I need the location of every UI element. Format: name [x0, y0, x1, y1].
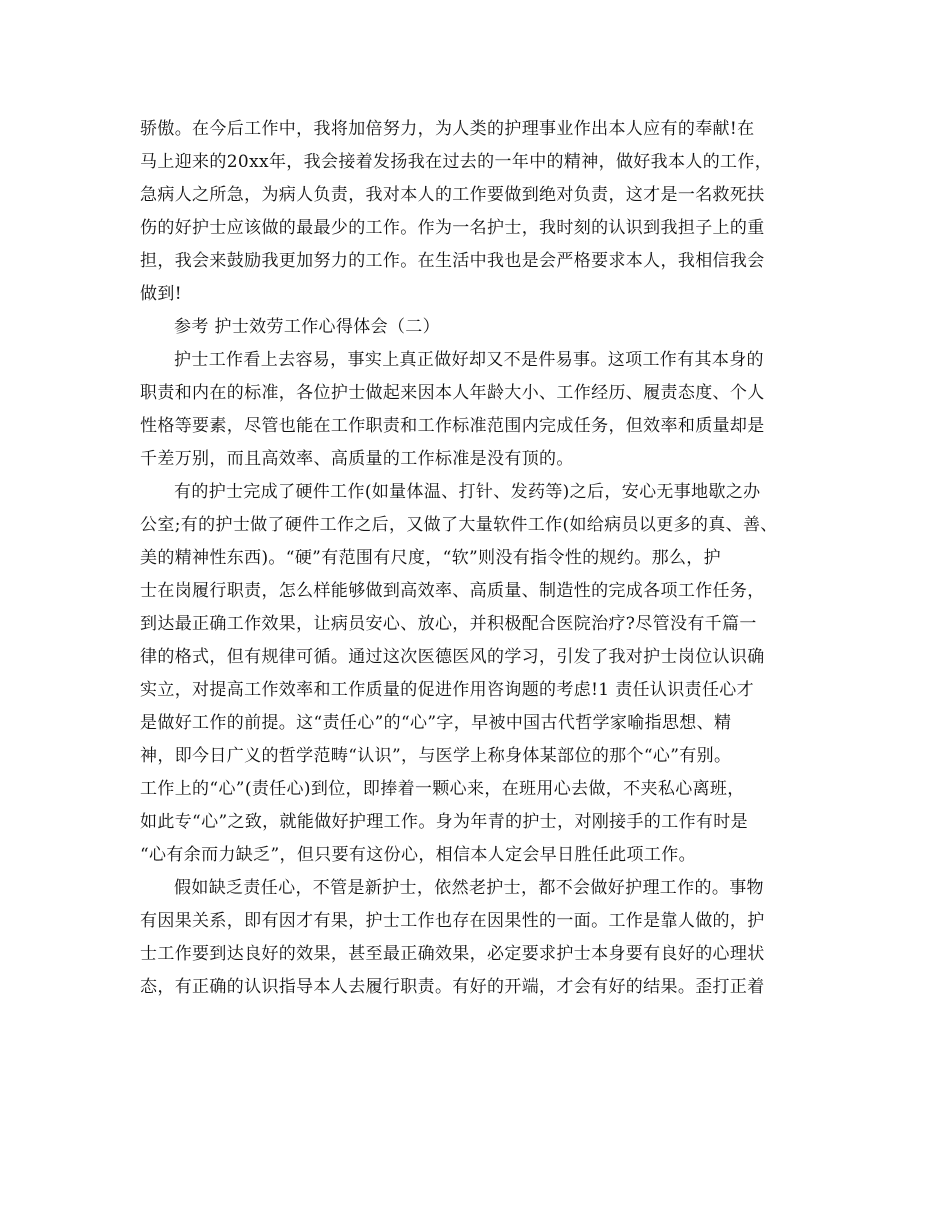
text-line: 如此专“心”之致，就能做好护理工作。身为年青的护士，对刚接手的工作有时是: [140, 812, 748, 832]
text-line: 马上迎来的20xx年，我会接着发扬我在过去的一年中的精神，做好我本人的工作，: [140, 152, 773, 172]
text-line: 态，有正确的认识指导本人去履行职责。有好的开端，才会有好的结果。歪打正着: [140, 977, 765, 997]
text-line: 到达最正确工作效果，让病员安心、放心，并积极配合医院治疗?尽管没有千篇一: [140, 614, 757, 634]
text-line: 急病人之所急，为病人负责，我对本人的工作要做到绝对负责，这才是一名救死扶: [140, 185, 765, 205]
text-line: 美的精神性东西)。“硬”有范围有尺度，“软”则没有指令性的规约。那么，护: [140, 548, 721, 568]
text-line: “心有余而力缺乏”，但只要有这份心，相信本人定会早日胜任此项工作。: [140, 845, 696, 865]
text-line: 担，我会来鼓励我更加努力的工作。在生活中我也是会严格要求本人，我相信我会: [140, 251, 765, 271]
text-line: 神，即今日广义的哲学范畴“认识”，与医学上称身体某部位的那个“心”有别。: [140, 746, 732, 766]
text-line: 实立，对提高工作效率和工作质量的促进作用咨询题的考虑!1 责任认识责任心才: [140, 680, 754, 700]
text-line: 是做好工作的前提。这“责任心”的“心”字，早被中国古代哲学家喻指思想、精: [140, 713, 732, 733]
paragraph-start: 有的护士完成了硬件工作(如量体温、打针、发药等)之后，安心无事地歇之办: [174, 482, 761, 502]
text-line: 做到!: [140, 284, 182, 304]
text-line: 伤的好护士应该做的最最少的工作。作为一名护士，我时刻的认识到我担子上的重: [140, 218, 765, 238]
text-line: 骄傲。在今后工作中，我将加倍努力，为人类的护理事业作出本人应有的奉献!在: [140, 119, 755, 139]
text-line: 有因果关系，即有因才有果，护士工作也存在因果性的一面。工作是靠人做的，护: [140, 911, 765, 931]
section-heading: 参考 护士效劳工作心得体会（二）: [174, 317, 441, 337]
paragraph-start: 假如缺乏责任心，不管是新护士，依然老护士，都不会做好护理工作的。事物: [174, 878, 764, 898]
text-line: 律的格式，但有规律可循。通过这次医德医风的学习，引发了我对护士岗位认识确: [140, 647, 765, 667]
text-line: 职责和内在的标准，各位护士做起来因本人年龄大小、工作经历、履责态度、个人: [140, 383, 765, 403]
text-line: 工作上的“心”(责任心)到位，即捧着一颗心来，在班用心去做，不夹私心离班，: [140, 779, 745, 799]
text-line: 千差万别，而且高效率、高质量的工作标准是没有顶的。: [140, 449, 574, 469]
text-line: 士工作要到达良好的效果，甚至最正确效果，必定要求护士本身要有良好的心理状: [140, 944, 765, 964]
paragraph-start: 护士工作看上去容易，事实上真正做好却又不是件易事。这项工作有其本身的: [174, 350, 764, 370]
text-line: 公室;有的护士做了硬件工作之后，又做了大量软件工作(如给病员以更多的真、善、: [140, 515, 778, 535]
text-line: 性格等要素，尽管也能在工作职责和工作标准范围内完成任务，但效率和质量却是: [140, 416, 765, 436]
document-body: [140, 113, 820, 1004]
text-line: 士在岗履行职责，怎么样能够做到高效率、高质量、制造性的完成各项工作任务，: [140, 581, 765, 601]
